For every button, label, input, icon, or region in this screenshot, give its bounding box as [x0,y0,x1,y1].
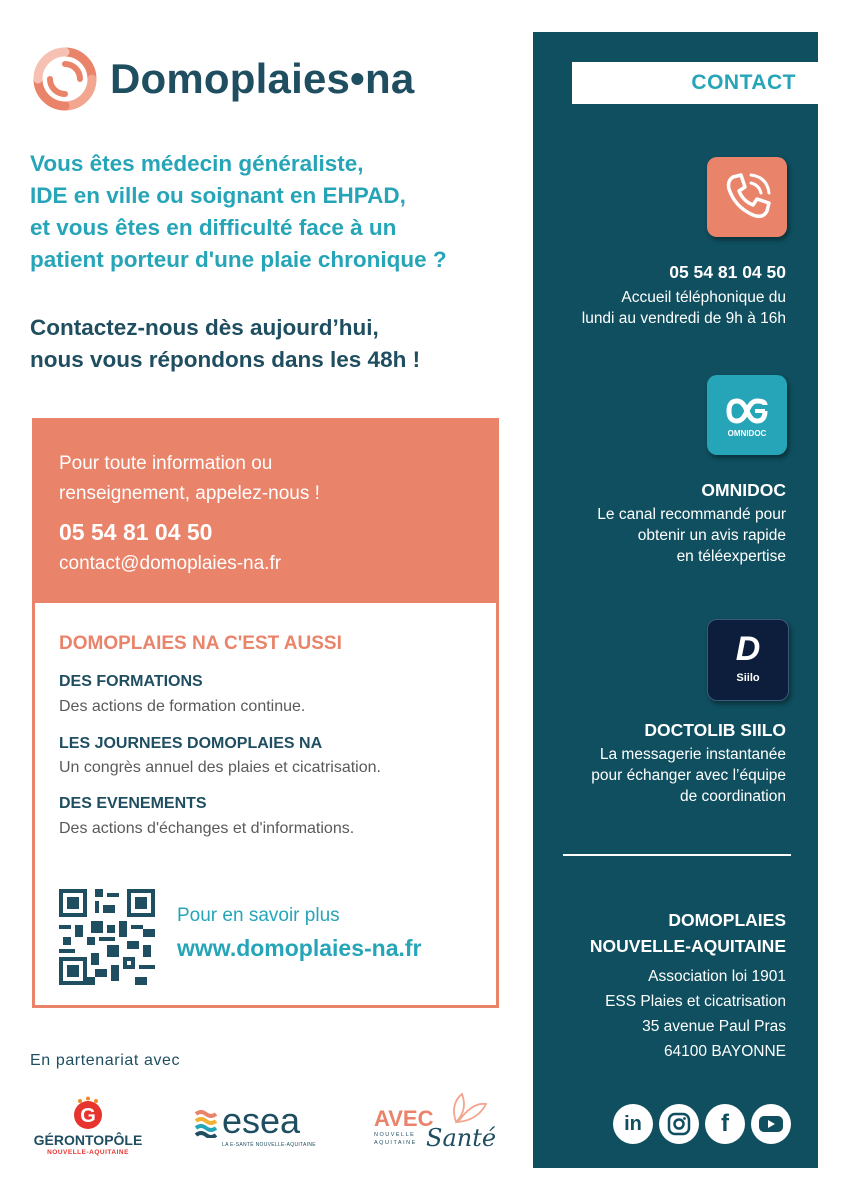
org-title-line: NOUVELLE-AQUITAINE [589,936,786,956]
avec-name: AVEC [374,1106,434,1131]
siilo-desc-line: pour échanger avec l’équipe [591,767,786,784]
info-box [32,418,499,1008]
item-title: DES FORMATIONS [59,673,203,690]
intro-line: IDE en ville ou soignant en EHPAD, [30,183,406,208]
website-link[interactable]: www.domoplaies-na.fr [177,935,422,961]
brand-name: Domoplaies•na [110,55,415,102]
esea-sub: LA E-SANTÉ NOUVELLE-AQUITAINE [222,1142,316,1148]
instagram-icon [667,1112,691,1136]
info-text-line: Pour toute information ou [59,453,273,474]
more-info-label: Pour en savoir plus [177,905,340,926]
phone-number[interactable]: 05 54 81 04 50 [669,262,786,282]
cta-line: Contactez-nous dès aujourd’hui, [30,315,379,340]
item-desc: Un congrès annuel des plaies et cicatrisation. [59,759,381,776]
item-title: LES JOURNEES DOMOPLAIES NA [59,735,323,752]
siilo-title: DOCTOLIB SIILO [644,720,786,740]
omnidoc-desc-line: Le canal recommandé pour [597,506,786,523]
omnidoc-icon [707,375,787,455]
sidebar-divider [563,854,791,856]
facebook-icon: f [721,1110,729,1137]
intro-line: et vous êtes en difficulté face à un [30,215,397,240]
org-line: Association loi 1901 [648,968,786,985]
contact-sidebar [533,32,818,1168]
omnidoc-desc-line: obtenir un avis rapide [637,527,786,544]
info-text-line: renseignement, appelez-nous ! [59,483,320,504]
item-title: DES EVENEMENTS [59,795,207,812]
facebook-button[interactable] [705,1104,745,1144]
gerontopole-name: GÉRONTOPÔLE [33,1132,143,1148]
intro-line: Vous êtes médecin généraliste, [30,151,364,176]
info-phone-link[interactable]: 05 54 81 04 50 [59,519,213,545]
instagram-button[interactable] [659,1104,699,1144]
org-line: 64100 BAYONNE [663,1043,786,1060]
siilo-d-icon: D [735,630,761,668]
phone-hours-line: Accueil téléphonique du [621,289,786,306]
esea-name: esea [222,1100,301,1141]
info-box-header [35,421,496,603]
org-line: ESS Plaies et cicatrisation [605,993,786,1010]
siilo-button[interactable] [707,619,789,701]
gerontopole-sub: NOUVELLE-AQUITAINE [47,1149,129,1156]
linkedin-icon: in [624,1112,642,1135]
phone-button[interactable] [707,157,787,237]
qr-code-icon[interactable] [59,889,155,985]
gerontopole-icon [68,1096,108,1132]
avec-script: Santé [426,1124,497,1152]
intro-question [30,148,510,276]
siilo-desc [536,744,786,807]
siilo-icon-label: Siilo [736,672,760,684]
phone-hours [536,287,786,329]
contact-label: CONTACT [691,71,796,94]
siilo-desc-line: de coordination [680,788,786,805]
partner-avec-sante[interactable] [374,1092,504,1158]
esea-wave-icon [194,1110,218,1138]
phone-icon [707,157,787,237]
org-details [536,964,786,1064]
intro-line: patient porteur d'une plaie chronique ? [30,247,447,272]
avec-sub2: AQUITAINE [374,1140,417,1146]
org-title-line: DOMOPLAIES [668,910,786,930]
avec-sub1: NOUVELLE [374,1132,416,1138]
brand-logo [30,44,414,114]
siilo-desc-line: La messagerie instantanée [599,746,786,763]
cta-line: nous vous répondons dans les 48h ! [30,347,421,372]
info-email-link[interactable]: contact@domoplaies-na.fr [59,553,282,574]
youtube-button[interactable] [751,1104,791,1144]
leaf-icon [446,1092,494,1126]
contact-tab [572,62,822,104]
linkedin-button[interactable] [613,1104,653,1144]
phone-hours-line: lundi au vendredi de 9h à 16h [581,310,786,327]
org-title [590,907,786,959]
item-desc: Des actions d'échanges et d'informations. [59,820,355,837]
omnidoc-icon-label: OMNIDOC [727,429,767,438]
item-desc: Des actions de formation continue. [59,698,306,715]
svg-text:G: G [80,1105,96,1127]
aussi-title: DOMOPLAIES NA C'EST AUSSI [59,633,342,654]
info-text [59,449,459,509]
partner-gerontopole[interactable] [30,1096,146,1156]
org-line: 35 avenue Paul Pras [642,1018,786,1035]
omnidoc-button[interactable] [707,375,787,455]
omnidoc-desc [536,504,786,567]
partners-label: En partenariat avec [30,1052,181,1069]
partner-esea[interactable] [194,1100,324,1152]
omnidoc-desc-line: en téléexpertise [676,548,786,565]
omnidoc-title: OMNIDOC [701,480,786,500]
youtube-icon [758,1114,784,1134]
spiral-logo-icon [30,44,100,114]
intro-cta [30,312,510,376]
